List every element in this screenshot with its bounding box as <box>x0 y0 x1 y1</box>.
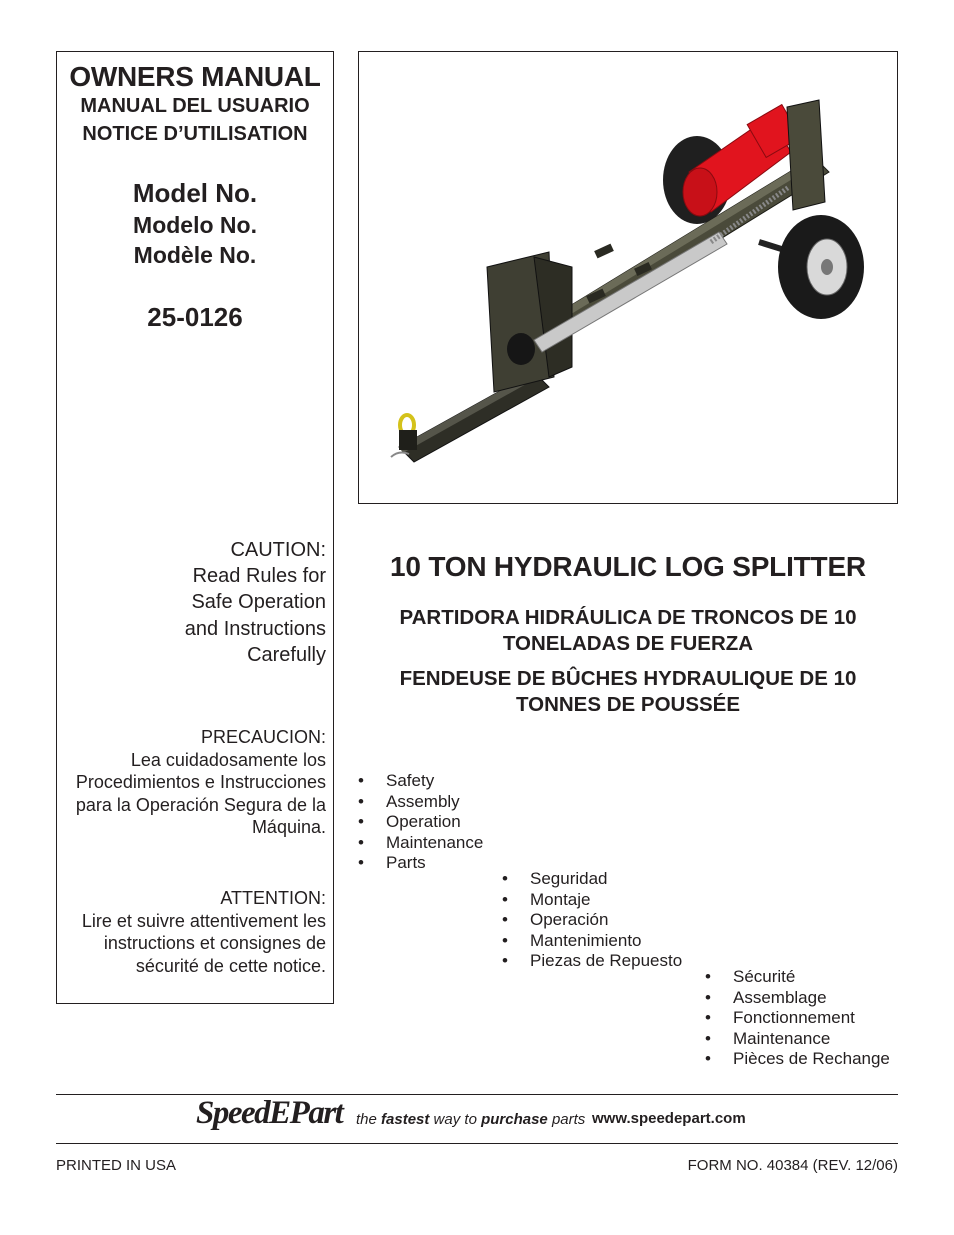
tagline-part: fastest <box>381 1111 430 1128</box>
model-number: 25-0126 <box>147 302 243 332</box>
precaucion-line: Procedimientos e Instrucciones <box>75 772 326 793</box>
precaucion-line: para la Operación Segura de la <box>75 794 326 815</box>
list-item: • Piezas de Repuesto <box>502 951 682 972</box>
printed-in: PRINTED IN USA <box>56 1157 177 1174</box>
attention-line: sécurité de cette notice. <box>135 955 326 976</box>
attention-notice <box>56 887 326 977</box>
precaucion-notice <box>56 726 326 839</box>
tagline <box>356 1111 585 1128</box>
tongue-shape <box>399 372 549 462</box>
form-number: FORM NO. 40384 (REV. 12/06) <box>687 1157 898 1174</box>
title-fr-line: TONNES DE POUSSÉE <box>515 693 741 716</box>
list-item: • Operation <box>358 812 483 833</box>
contents-list-en <box>358 771 483 874</box>
caution-line: Safe Operation <box>191 591 326 614</box>
manual-title-es: MANUAL DEL USUARIO <box>80 95 310 117</box>
contents-list-es <box>502 869 682 972</box>
list-item: • Operación <box>502 910 682 931</box>
hitch-block <box>399 430 417 450</box>
model-label-en: Model No. <box>132 178 258 208</box>
list-item: • Pièces de Rechange <box>705 1049 890 1070</box>
footer-divider-top <box>56 1094 898 1095</box>
title-es-line: PARTIDORA HIDRÁULICA DE TRONCOS DE 10 <box>399 606 857 629</box>
logo-part: Speed <box>196 1095 270 1131</box>
manual-title-fr: NOTICE D’UTILISATION <box>82 123 308 145</box>
attention-line: ATTENTION: <box>220 888 326 908</box>
list-item: • Parts <box>358 853 483 874</box>
title-es-line: TONELADAS DE FUERZA <box>502 632 754 655</box>
caution-notice <box>66 537 326 668</box>
caution-line: and Instructions <box>184 617 326 640</box>
precaucion-line: Lea cuidadosamente los <box>130 749 326 770</box>
product-title-fr <box>358 666 898 718</box>
precaucion-line: PRECAUCION: <box>200 727 326 747</box>
owners-manual-title: OWNERS MANUAL <box>69 61 321 92</box>
list-item: • Safety <box>358 771 483 792</box>
list-item: • Sécurité <box>705 967 890 988</box>
speedepart-logo <box>196 1095 342 1132</box>
cylinder-end <box>683 168 717 216</box>
list-item: • Seguridad <box>502 869 682 890</box>
wheel-center <box>821 259 833 275</box>
precaucion-line: Máquina. <box>251 817 326 838</box>
model-label-es: Modelo No. <box>133 212 257 238</box>
tagline-part: the <box>356 1111 382 1128</box>
list-item: • Mantenimiento <box>502 931 682 952</box>
product-title: 10 TON HYDRAULIC LOG SPLITTER <box>390 551 866 582</box>
caution-line: Carefully <box>247 643 326 666</box>
logo-part: Part <box>289 1095 343 1131</box>
attention-line: instructions et consignes de <box>103 933 326 954</box>
attention-line: Lire et suivre attentivement les <box>81 910 326 931</box>
ram-head <box>507 333 535 365</box>
title-fr-line: FENDEUSE DE BÛCHES HYDRAULIQUE DE 10 <box>399 667 857 690</box>
list-item: • Assembly <box>358 792 483 813</box>
list-item: • Montaje <box>502 890 682 911</box>
bracket <box>594 244 614 259</box>
log-splitter-drawing <box>359 52 897 503</box>
product-illustration <box>358 51 898 504</box>
tagline-part: parts <box>547 1111 586 1128</box>
product-title-es <box>358 605 898 657</box>
list-item: • Fonctionnement <box>705 1008 890 1029</box>
list-item: • Assemblage <box>705 988 890 1009</box>
cover-info-box <box>56 51 334 1004</box>
caution-line: Read Rules for <box>192 565 326 588</box>
website-url: www.speedepart.com <box>592 1110 746 1127</box>
list-item: • Maintenance <box>358 833 483 854</box>
tagline-part: way to <box>429 1111 482 1128</box>
tagline-part: purchase <box>481 1111 548 1128</box>
model-label-fr: Modèle No. <box>133 242 257 268</box>
rear-plate <box>787 100 825 210</box>
list-item: • Maintenance <box>705 1029 890 1050</box>
logo-part: E <box>269 1095 290 1131</box>
caution-line: CAUTION: <box>230 539 326 561</box>
footer-divider-bottom <box>56 1143 898 1144</box>
contents-list-fr <box>705 967 890 1070</box>
